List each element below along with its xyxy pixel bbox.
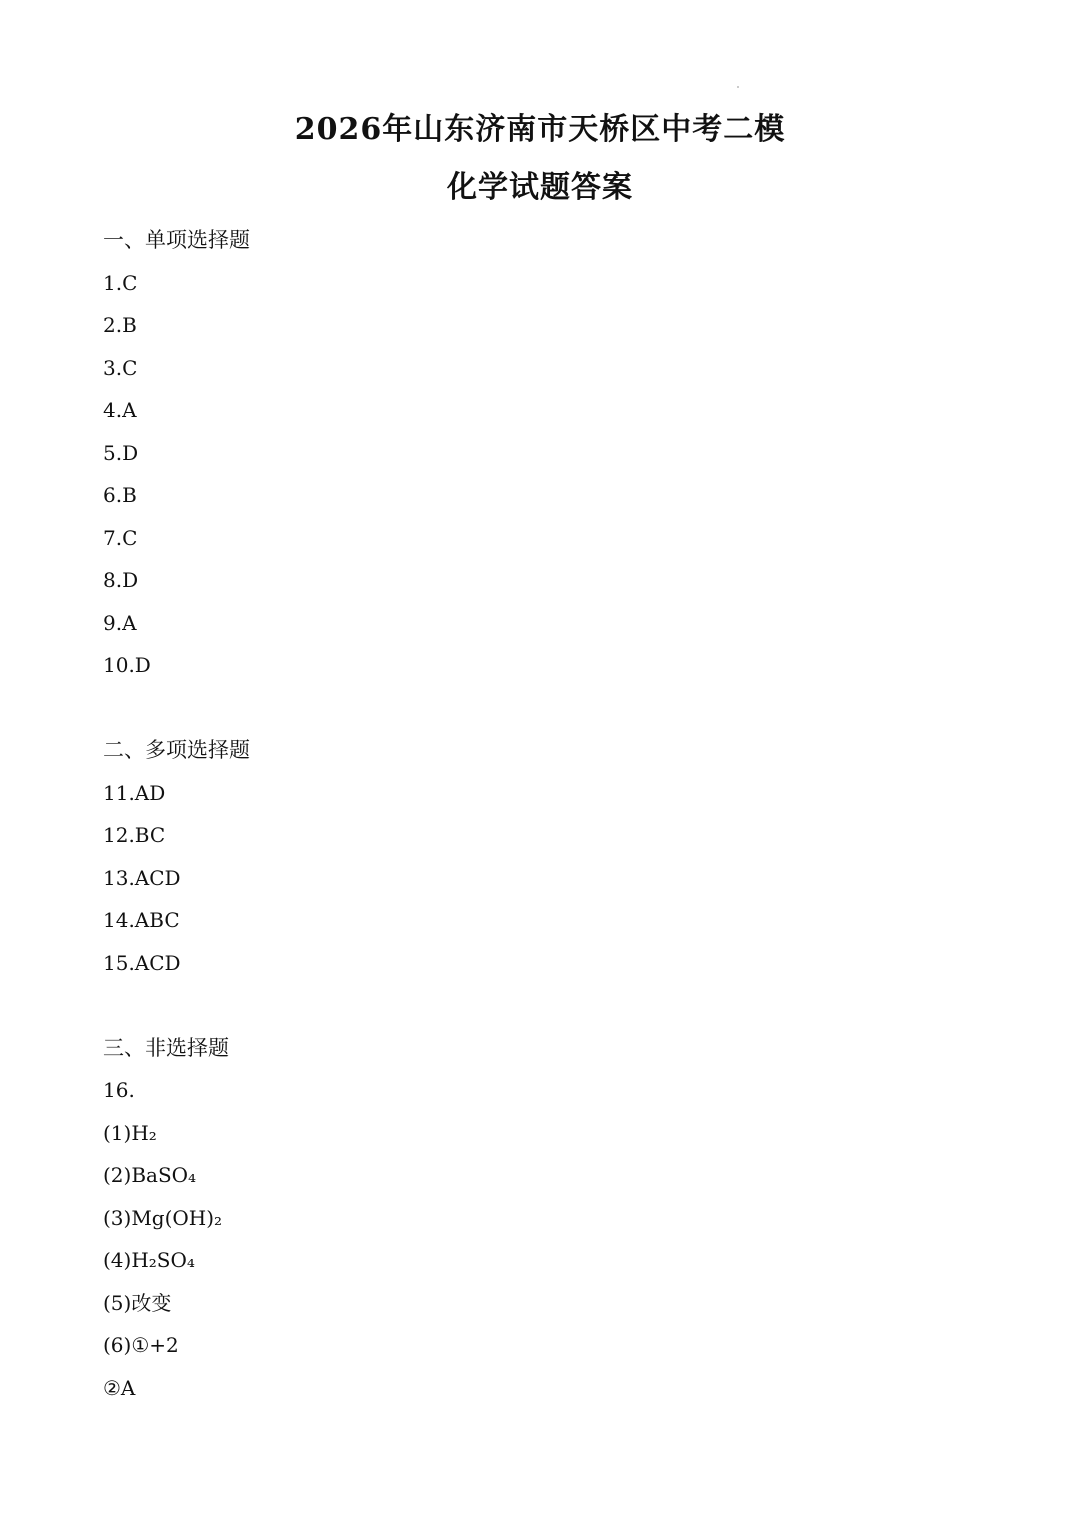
- answer-item: 12.BC: [103, 823, 166, 847]
- document-subtitle: 化学试题答案: [447, 170, 633, 205]
- answer-item: (6)①+2: [103, 1333, 179, 1357]
- section-spacer: [103, 687, 1003, 730]
- document-title: 2026年山东济南市天桥区中考二模: [294, 112, 786, 147]
- answer-item: 3.C: [103, 355, 138, 380]
- answer-item: (5)改变: [103, 1290, 172, 1315]
- answer-item: (2)BaSO₄: [103, 1163, 197, 1187]
- answer-item: 16.: [103, 1078, 135, 1102]
- answer-item: (4)H₂SO₄: [103, 1248, 195, 1272]
- answer-content: [103, 219, 1003, 1409]
- answer-item: 11.AD: [103, 780, 166, 805]
- section-heading-single-choice: 一、单项选择题: [103, 228, 250, 252]
- scan-dot: [737, 86, 739, 88]
- answer-item: 9.A: [103, 610, 137, 635]
- section-heading-non-choice: 三、非选择题: [103, 1035, 229, 1060]
- answer-item: 7.C: [103, 525, 138, 550]
- answer-item: 8.D: [103, 568, 139, 592]
- answer-item: 10.D: [103, 653, 151, 677]
- answer-item: ②A: [103, 1375, 136, 1400]
- section-heading-multiple-choice: 二、多项选择题: [103, 738, 250, 762]
- answer-item: 1.C: [103, 270, 138, 295]
- answer-item: 14.ABC: [103, 908, 180, 932]
- answer-item: 13.ACD: [103, 865, 181, 890]
- answer-item: (1)H₂: [103, 1120, 157, 1145]
- answer-item: 4.A: [103, 398, 137, 422]
- answer-item: 6.B: [103, 483, 137, 507]
- answer-item: 2.B: [103, 313, 137, 337]
- section-spacer: [103, 984, 1003, 1027]
- answer-item: 5.D: [103, 440, 139, 465]
- answer-item: 15.ACD: [103, 950, 181, 975]
- answer-item: (3)Mg(OH)₂: [103, 1205, 223, 1230]
